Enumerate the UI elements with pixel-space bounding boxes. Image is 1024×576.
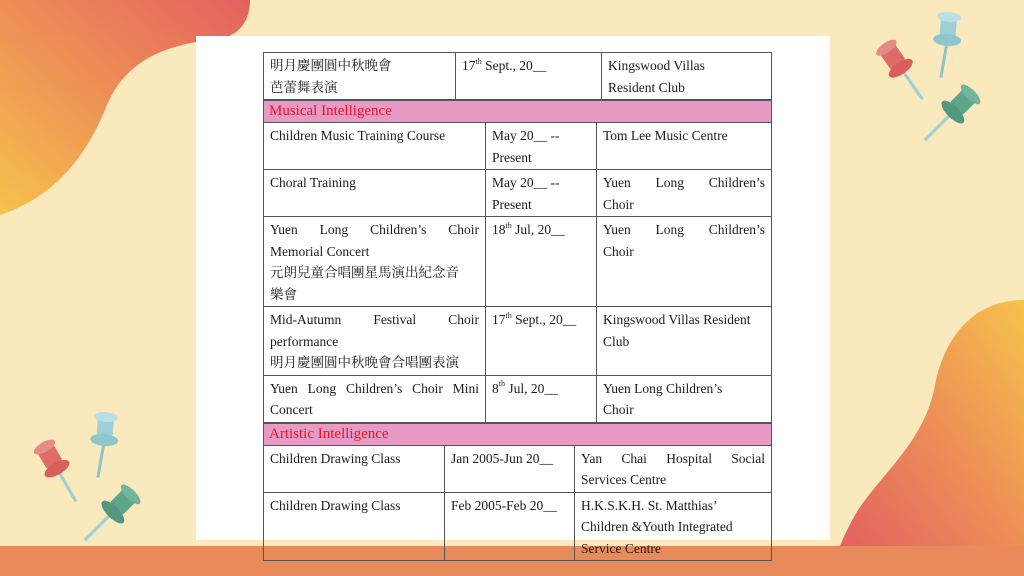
activity-cell	[264, 53, 456, 100]
activity-cell: Yuen Long Children’s Choir Memorial Concert 元朗兒童合唱團星馬演出紀念音 樂會	[264, 217, 486, 307]
activity-table-page	[263, 52, 771, 561]
table-row	[264, 217, 772, 307]
table-row	[264, 53, 772, 100]
activity-cell: Children Drawing Class	[264, 492, 445, 561]
table-row	[264, 445, 772, 492]
activity-text: 芭蕾舞表演	[270, 79, 338, 95]
push-pin-icon	[914, 80, 985, 151]
activity-text: 明月慶團圓中秋晚會	[270, 58, 392, 73]
activity-cell: Yuen Long Children’s Choir Mini Concert	[264, 375, 486, 422]
section-heading: Musical Intelligence	[264, 101, 772, 123]
organization-cell: Kingswood Villas Resident Club	[602, 53, 772, 100]
push-pin-icon	[30, 436, 88, 509]
push-pin-icon	[87, 411, 121, 479]
push-pin-icon	[930, 11, 964, 79]
date-cell: 17th Sept., 20__	[456, 53, 602, 100]
activity-cell: Children Drawing Class	[264, 445, 445, 492]
table-row	[264, 170, 772, 217]
organization-cell: H.K.S.K.H. St. Matthias’ Children &Youth Integrated Service Centre	[575, 492, 772, 561]
organization-cell: Tom Lee Music Centre	[597, 123, 772, 170]
organization-cell: Yuen Long Children’s Choir	[597, 375, 772, 422]
activity-cell: Mid-Autumn Festival Choir performance 明月慶團圓中秋晚會合唱團表演	[264, 307, 486, 376]
date-cell: 17th Sept., 20__	[486, 307, 597, 376]
date-cell: Jan 2005-Jun 20__	[445, 445, 575, 492]
bottom-right-blob	[830, 300, 1024, 576]
table-row	[264, 307, 772, 376]
push-pin-icon	[74, 480, 145, 551]
date-cell: 8th Jul, 20__	[486, 375, 597, 422]
organization-cell: Kingswood Villas Resident Club	[597, 307, 772, 376]
table-row	[264, 492, 772, 561]
date-cell: May 20__ -- Present	[486, 123, 597, 170]
musical-table	[263, 100, 772, 423]
top-table	[263, 52, 772, 100]
date-cell: Feb 2005-Feb 20__	[445, 492, 575, 561]
push-pin-icon	[872, 36, 934, 108]
table-row	[264, 375, 772, 422]
section-heading: Artistic Intelligence	[264, 423, 772, 445]
date-cell: May 20__ -- Present	[486, 170, 597, 217]
table-row	[264, 123, 772, 170]
organization-cell: Yuen Long Children’s Choir	[597, 170, 772, 217]
artistic-table	[263, 423, 772, 562]
document-card	[196, 36, 830, 556]
activity-cell: Children Music Training Course	[264, 123, 486, 170]
organization-cell: Yan Chai Hospital Social Services Centre	[575, 445, 772, 492]
date-cell: 18th Jul, 20__	[486, 217, 597, 307]
section-heading-row	[264, 101, 772, 123]
activity-cell: Choral Training	[264, 170, 486, 217]
organization-cell: Yuen Long Children’s Choir	[597, 217, 772, 307]
section-heading-row	[264, 423, 772, 445]
